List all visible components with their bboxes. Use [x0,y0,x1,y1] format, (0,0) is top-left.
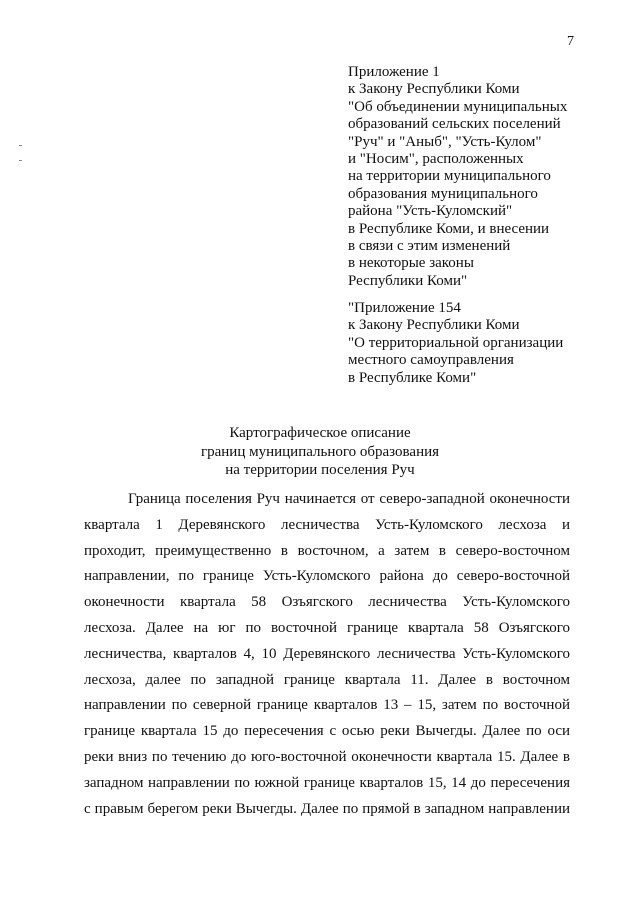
body-line: направлении по северной границе кварталов 13 – 15, затем по восточной [84,697,570,714]
appendix-154-line: к Закону Республики Коми [348,317,520,334]
appendix-1-line: и "Носим", расположенных [348,151,524,168]
page-number: 7 [567,34,574,49]
appendix-1-line: к Закону Республики Коми [348,81,520,98]
body-line: реки вниз по течению до юго-восточной оконечности квартала 15. Далее в [84,748,570,765]
body-paragraph [84,487,570,822]
appendix-1-line: образований сельских поселений [348,116,561,133]
title-line: границ муниципального образования [200,443,440,460]
appendix-154-line: местного самоуправления [348,352,514,369]
body-line: квартала 1 Деревянского лесничества Усть-Куломского лесхоза и [84,516,570,533]
appendix-1-line: Приложение 1 [348,64,440,80]
appendix-1-line: "Об объединении муниципальных [348,98,568,115]
appendix-1-line: района "Усть-Куломский" [348,203,513,220]
body-line: с правым берегом реки Вычегды. Далее по прямой в западном направлении [84,800,570,817]
body-line: лесхоза. Далее на юг по восточной границе квартала 58 Озъягского [84,619,570,636]
appendix-1-header [348,64,567,290]
document-title [0,424,640,480]
margin-mark [19,160,22,161]
appendix-1-line: в связи с этим изменений [348,238,511,255]
body-line: проходит, преимущественно в восточном, а затем в северо-восточном [84,542,570,559]
title-line: Картографическое описание [229,425,411,441]
body-line: направлении, по границе Усть-Куломского района до северо-восточной [84,568,570,585]
appendix-1-line: "Руч" и "Аныб", "Усть-Кулом" [348,133,542,150]
body-line: границе квартала 15 до пересечения с осью реки Вычегды. Далее по оси [84,723,570,740]
appendix-1-line: на территории муниципального [348,168,551,185]
appendix-1-line: Республики Коми" [348,272,468,289]
appendix-154-line: в Республике Коми" [348,369,477,386]
body-line: западном направлении по южной границе кварталов 15, 14 до пересечения [84,774,570,791]
appendix-154-header [348,300,563,387]
appendix-1-line: в некоторые законы [348,255,474,272]
body-line: лесничества, кварталов 4, 10 Деревянского лесничества Усть-Куломского [84,645,570,662]
body-line: лесхоза, далее по западной границе квартала 11. Далее в восточном [84,671,570,688]
appendix-154-line: "Приложение 154 [348,300,461,316]
appendix-1-line: образования муниципального [348,185,538,202]
body-line: оконечности квартала 58 Озъягского лесничества Усть-Куломского [84,594,570,611]
appendix-1-line: в Республике Коми, и внесении [348,220,550,237]
title-line: на территории поселения Руч [225,462,415,478]
body-line: Граница поселения Руч начинается от северо-западной оконечности [128,491,570,507]
margin-mark [19,145,22,146]
appendix-154-line: "О территориальной организации [348,334,564,351]
